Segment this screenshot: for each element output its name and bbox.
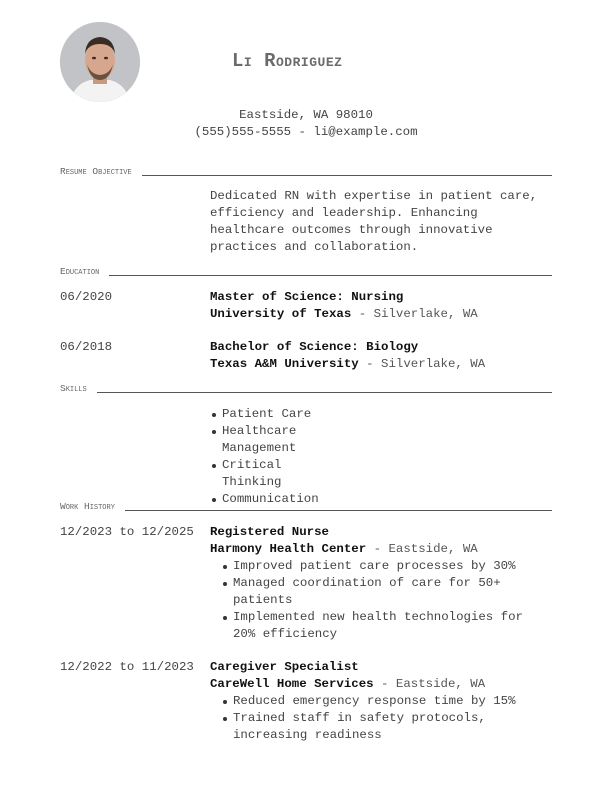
section-title: Skills bbox=[60, 382, 87, 394]
section-header-education bbox=[60, 264, 552, 278]
education-entry bbox=[210, 339, 550, 373]
job-bullet: Implemented new health technologies for 20% efficiency bbox=[221, 609, 545, 643]
company: CareWell Home Services bbox=[210, 677, 374, 691]
job-entry bbox=[210, 659, 545, 744]
school-location: - Silverlake, WA bbox=[358, 357, 486, 371]
objective-text: Dedicated RN with expertise in patient care, efficiency and leadership. Enhancing healthcare outcomes through innovative practices and collaboration. bbox=[210, 189, 538, 254]
education-date: 06/2020 bbox=[60, 290, 113, 304]
job-bullet: Reduced emergency response time by 15% bbox=[221, 693, 545, 710]
school-location: - Silverlake, WA bbox=[351, 307, 478, 321]
skill-item: Healthcare Management bbox=[210, 423, 340, 457]
skill-item: Communication bbox=[210, 491, 340, 508]
section-header-objective bbox=[60, 164, 552, 178]
section-header-work-history bbox=[60, 499, 552, 513]
section-divider bbox=[142, 175, 552, 176]
skill-item: Patient Care bbox=[210, 406, 340, 423]
job-bullet: Managed coordination of care for 50+ patients bbox=[221, 575, 545, 609]
company-location: - Eastside, WA bbox=[373, 677, 486, 691]
profile-photo bbox=[60, 22, 140, 102]
section-divider bbox=[109, 275, 552, 276]
skills-list bbox=[210, 406, 340, 508]
section-title: Work History bbox=[60, 500, 115, 512]
address: Eastside, WA 98010 bbox=[239, 108, 373, 122]
degree: Bachelor of Science: Biology bbox=[210, 340, 419, 354]
job-title: Registered Nurse bbox=[210, 525, 329, 539]
section-divider bbox=[125, 510, 552, 511]
degree: Master of Science: Nursing bbox=[210, 290, 404, 304]
job-bullet: Improved patient care processes by 30% bbox=[221, 558, 545, 575]
school: Texas A&M University bbox=[210, 357, 359, 371]
job-bullet: Trained staff in safety protocols, increasing readiness bbox=[221, 710, 545, 744]
section-title: Education bbox=[60, 265, 100, 277]
candidate-name: Li Rodriguez bbox=[232, 50, 343, 72]
job-dates: 12/2022 to 11/2023 bbox=[60, 660, 194, 674]
company: Harmony Health Center bbox=[210, 542, 367, 556]
skill-item: Critical Thinking bbox=[210, 457, 340, 491]
contact-line: (555)555-5555 - li@example.com bbox=[194, 125, 418, 139]
education-entry bbox=[210, 289, 550, 323]
company-location: - Eastside, WA bbox=[366, 542, 478, 556]
section-header-skills bbox=[60, 381, 552, 395]
job-entry bbox=[210, 524, 545, 643]
school: University of Texas bbox=[210, 307, 352, 321]
section-divider bbox=[97, 392, 552, 393]
job-dates: 12/2023 to 12/2025 bbox=[60, 525, 194, 539]
education-date: 06/2018 bbox=[60, 340, 113, 354]
job-title: Caregiver Specialist bbox=[210, 660, 359, 674]
section-title: Resume Objective bbox=[60, 165, 132, 177]
